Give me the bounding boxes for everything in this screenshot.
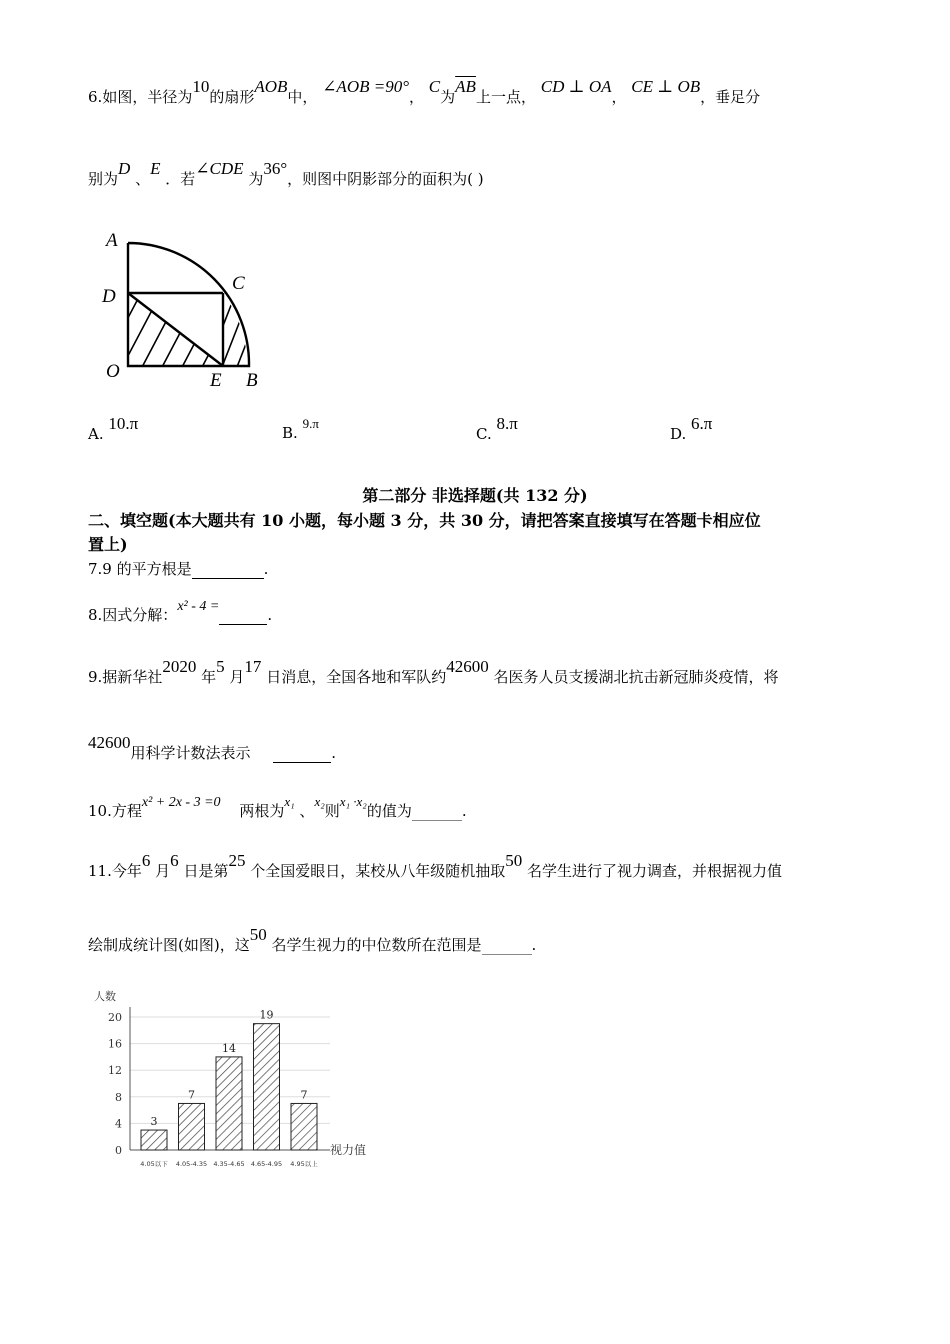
q11-line2: 绘制成统计图(如图)，这50 名学生视力的中位数所在范围是 . [88, 925, 537, 954]
bar-value-label: 7 [300, 1088, 308, 1102]
q9-line2: 42600用科学计数法表示 . [88, 733, 337, 762]
x-category-label: 4.65-4.95 [250, 1160, 283, 1168]
label-d: D [102, 286, 116, 307]
q8: 8.因式分解：x² - 4 = . [88, 599, 273, 624]
q7-blank[interactable] [192, 560, 264, 579]
option-c[interactable]: C. 8.π [476, 414, 518, 443]
y-tick-label: 20 [108, 1011, 122, 1024]
q11-blank[interactable] [482, 936, 532, 955]
q9-blank[interactable] [273, 744, 331, 763]
sector-figure [100, 225, 270, 395]
x-category-label: 4.35-4.65 [213, 1160, 245, 1168]
q9-line1: 9.据新华社2020 年5 月17 日消息，全国各地和军队约42600 名医务人员支援湖北抗击新冠肺炎疫情，将 [88, 657, 779, 686]
bar-value-label: 3 [150, 1115, 158, 1129]
q6-line1: 6.如图，半径为10的扇形AOB中， ∠AOB =90°， C为$\overline{AB}$上一点， CD ⊥ OA， CE ⊥ OB，垂足分 [88, 77, 761, 106]
section2-heading-line2: 置上) [88, 535, 128, 554]
q10-blank[interactable] [412, 802, 462, 821]
x-category-label: 4.05以下 [140, 1160, 168, 1168]
label-e: E [210, 370, 222, 391]
q8-blank[interactable] [219, 606, 267, 625]
vision-bar-chart [90, 985, 380, 1175]
y-tick-label: 16 [108, 1037, 122, 1051]
bar-value-label: 7 [188, 1088, 195, 1102]
option-b[interactable]: B. 9.π [282, 416, 319, 442]
label-c: C [232, 273, 245, 294]
bar-value-label: 14 [222, 1041, 236, 1055]
q11-line1: 11.今年6 月6 日是第25 个全国爱眼日，某校从八年级随机抽取50 名学生进行了视力调查，并根据视力值 [88, 851, 783, 880]
x-axis-label: 视力值 [330, 1143, 367, 1157]
bar [179, 1103, 205, 1150]
x-category-label: 4.05-4.35 [175, 1160, 208, 1168]
q7: 7.9 的平方根是 . [88, 560, 269, 578]
y-tick-label: 12 [108, 1064, 122, 1078]
part2-title: 第二部分 非选择题(共 132 分) [362, 486, 588, 505]
bar [254, 1024, 280, 1150]
q10: 10.方程x² + 2x - 3 =0 两根为x₁ 、x₂则x₁ ·x₂的值为 . [88, 794, 467, 820]
bar [141, 1130, 167, 1150]
label-o: O [106, 361, 120, 382]
bar-value-label: 19 [259, 1008, 274, 1022]
option-a[interactable]: A. 10.π [88, 414, 139, 443]
label-a: A [106, 230, 118, 251]
y-tick-label: 8 [115, 1090, 122, 1104]
label-b: B [246, 370, 258, 391]
bar [291, 1103, 317, 1150]
q6-line2: 别为D 、E ．若∠CDE 为36°，则图中阴影部分的面积为( ) [88, 159, 484, 188]
x-category-label: 4.95以上 [290, 1160, 318, 1168]
y-tick-label: 0 [115, 1144, 122, 1157]
bar [216, 1057, 242, 1150]
y-tick-label: 4 [115, 1117, 122, 1131]
section2-heading-line1: 二、填空题(本大题共有 10 小题，每小题 3 分，共 30 分，请把答案直接填写在答题卡相应位 [88, 511, 761, 530]
y-axis-label: 人数 [94, 990, 116, 1003]
option-d[interactable]: D. 6.π [670, 414, 713, 443]
